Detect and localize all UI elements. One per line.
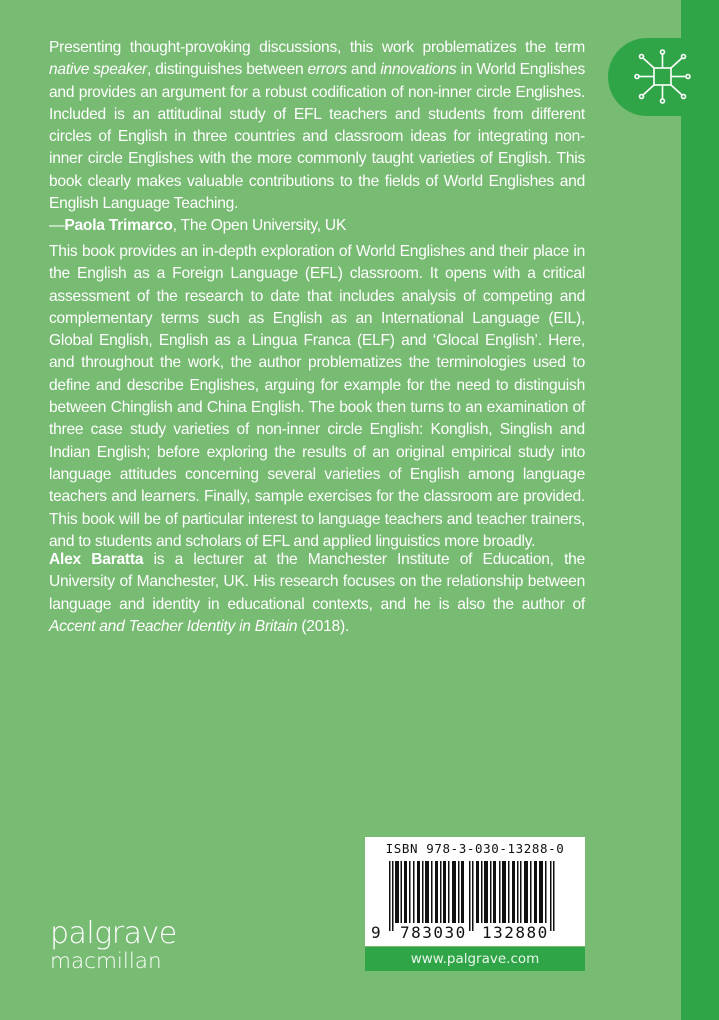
description-text: This book provides an in-depth exploration of World Englishes and their place in the English as a Foreign Language (EFL) classroom. It opens with a critical assessment of the research to date that includes analysis of competing and complementary terms such as English as an International Language (EIL), Global English, English as a Lingua Franca (ELF) and ‘Glocal English’. Here, and throughout the work, the author problematizes the terminologies used to define and describe Englishes, arguing for example for the need to distinguish between Chinglish and China English. The book then turns to an examination of three case study varieties of non-inner circle English: Konglish, Singlish and Indian English; before exploring the results of an original empirical study into language attitudes concerning several varieties of English among language teachers and learners. Finally, sample exercises for the classroom are provided. This book will be of particular interest to language teachers and teacher trainers, and to students and scholars of EFL and applied linguistics more broadly. (49, 243, 585, 550)
logo-line-macmillan: macmillan (50, 949, 162, 974)
book-title: Accent and Teacher Identity in Britain (49, 617, 298, 635)
endorsement-body: and provides an argument for a robust codification of non-inner circle Englishes. Included is an attitudinal study of EFL teachers and students from different circles of English in three countries and classroom ideas for integrating non-inner circle Englishes with the more commonly taught varieties of English. This book clearly makes valuable contributions to the fields of World Englishes and English Language Teaching. (49, 83, 585, 213)
endorsement-block (49, 37, 585, 238)
italic-term: native speaker (49, 61, 147, 79)
italic-term: innovations (380, 61, 457, 79)
endorsement-line: Presenting thought-provoking discussions, this work problematizes the term (49, 39, 585, 56)
isbn-barcode-box (365, 837, 585, 946)
endorsement-fragment: and (346, 61, 381, 79)
author-bio-text (49, 549, 585, 638)
author-name: Alex Baratta (49, 551, 144, 568)
endorser-affiliation: , The Open University, UK (172, 217, 347, 235)
bio-fragment: is a lecturer at the Manchester Institute of Education, the University of Manchester, UK. His research focuses on the relationship between language and identity in educational contexts, and he is also the author of (49, 551, 585, 613)
italic-term: errors (307, 61, 347, 79)
description-block (49, 241, 585, 553)
circuit-node-icon (628, 47, 698, 107)
publisher-url[interactable]: www.palgrave.com (365, 947, 585, 971)
author-bio-block (49, 549, 585, 638)
bio-fragment: (2018). (297, 617, 349, 635)
endorsement-text (49, 37, 585, 215)
isbn-label: ISBN 978-3-030-13288-0 (385, 841, 565, 856)
barcode-icon (389, 861, 564, 931)
isbn-digit-first: 9 (371, 923, 383, 942)
endorsement-fragment: , distinguishes between (146, 61, 308, 79)
endorsement-fragment: in World Englishes (456, 61, 586, 79)
spine-tab (608, 38, 719, 116)
endorser-name: Paola Trimarco (64, 217, 173, 235)
endorsement-attribution (49, 215, 585, 237)
isbn-digits-left: 783030 (400, 923, 467, 942)
logo-line-palgrave: palgrave (50, 916, 177, 951)
spine-strip (681, 0, 719, 1020)
isbn-digits-right: 132880 (482, 923, 549, 942)
dash: — (49, 217, 65, 235)
publisher-logo (50, 918, 177, 974)
